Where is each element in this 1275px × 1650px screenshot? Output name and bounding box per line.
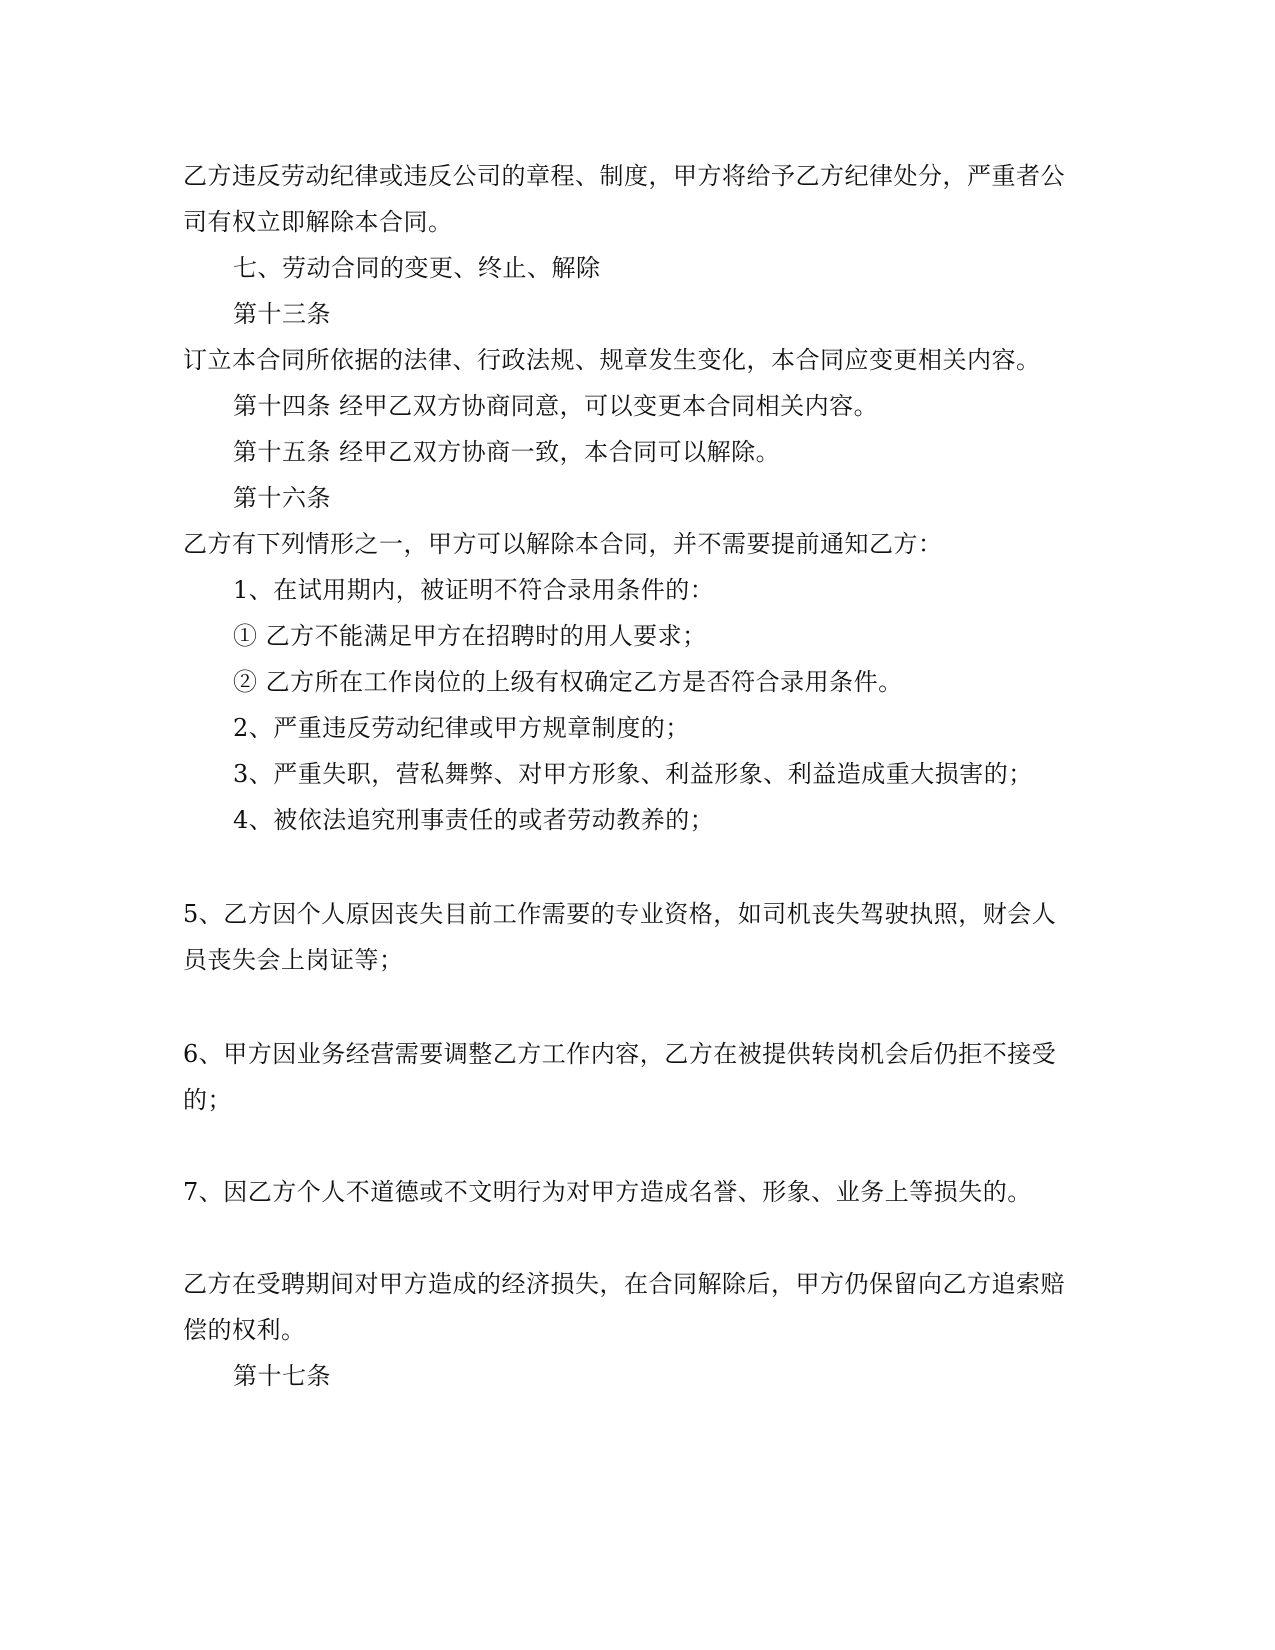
paragraph-line: 乙方有下列情形之一，甲方可以解除本合同，并不需要提前通知乙方： xyxy=(183,530,943,558)
paragraph-line: 乙方在受聘期间对甲方造成的经济损失，在合同解除后，甲方仍保留向乙方追索赔 xyxy=(183,1270,1065,1298)
article-line: 第十四条 经甲乙双方协商同意，可以变更本合同相关内容。 xyxy=(233,392,879,420)
list-item-continuation: 员丧失会上岗证等； xyxy=(183,946,404,974)
article-heading: 第十七条 xyxy=(233,1362,331,1390)
list-item: 2、严重违反劳动纪律或甲方规章制度的； xyxy=(233,714,690,742)
article-heading: 第十六条 xyxy=(233,484,331,512)
article-heading: 第十三条 xyxy=(233,300,331,328)
section-heading: 七、劳动合同的变更、终止、解除 xyxy=(233,254,601,282)
paragraph-line: 偿的权利。 xyxy=(183,1316,306,1344)
paragraph-line: 司有权立即解除本合同。 xyxy=(183,208,453,236)
list-item: 4、被依法追究刑事责任的或者劳动教养的； xyxy=(233,806,715,834)
paragraph-line: 订立本合同所依据的法律、行政法规、规章发生变化，本合同应变更相关内容。 xyxy=(183,346,1041,374)
list-item: 6、甲方因业务经营需要调整乙方工作内容，乙方在被提供转岗机会后仍拒不接受 xyxy=(183,1040,1057,1068)
list-item: 1、在试用期内，被证明不符合录用条件的： xyxy=(233,576,715,604)
list-item: 5、乙方因个人原因丧失目前工作需要的专业资格，如司机丧失驾驶执照，财会人 xyxy=(183,900,1057,928)
article-line: 第十五条 经甲乙双方协商一致，本合同可以解除。 xyxy=(233,438,781,466)
paragraph-line: 乙方违反劳动纪律或违反公司的章程、制度，甲方将给予乙方纪律处分，严重者公 xyxy=(183,162,1065,190)
list-item: 3、严重失职，营私舞弊、对甲方形象、利益形象、利益造成重大损害的； xyxy=(233,760,1033,788)
sub-list-item: ① 乙方不能满足甲方在招聘时的用人要求； xyxy=(233,622,707,650)
list-item-continuation: 的； xyxy=(183,1086,232,1114)
list-item: 7、因乙方个人不道德或不文明行为对甲方造成名誉、形象、业务上等损失的。 xyxy=(183,1178,1032,1206)
sub-list-item: ② 乙方所在工作岗位的上级有权确定乙方是否符合录用条件。 xyxy=(233,668,903,696)
